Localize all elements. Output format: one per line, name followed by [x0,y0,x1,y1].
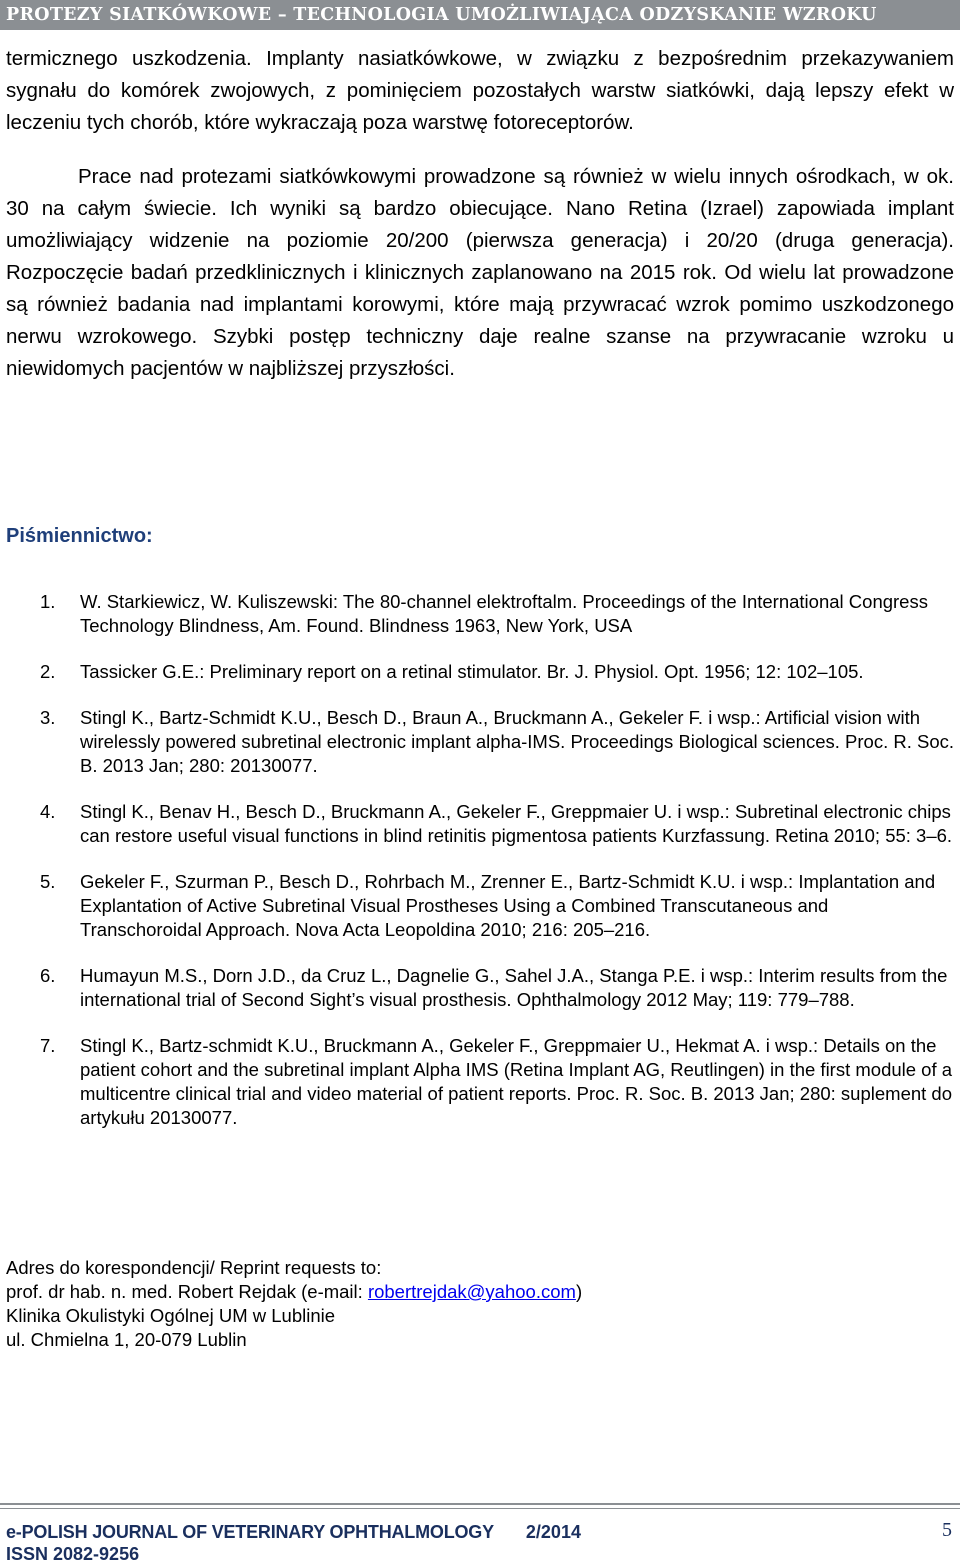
email-link[interactable]: robertrejdak@yahoo.com [367,1281,576,1302]
footer-divider [0,1503,960,1505]
reference-number: 2. [40,661,56,682]
reference-text: Stingl K., Bartz-schmidt K.U., Bruckmann A., Gekeler F., Greppmaier U., Hekmat A. i wsp.: Details on the patient cohort and the subretinal implant Alpha IMS (Retina Implant AG, Reutlingen) in the first module of a multicentre clinical trial and video material of patient reports. Proc. R. Soc. B. 2013 Jan; 280: suplement do artykułu 20130077. [80,1035,953,1128]
reference-item [6,590,954,638]
footer-divider-thin [0,1508,960,1509]
footer-issn: ISSN 2082-9256 [6,1544,140,1564]
reference-text: Stingl K., Benav H., Besch D., Bruckmann A., Gekeler F., Greppmaier U. i wsp.: Subretinal electronic chips can restore useful visual functions in blind retinitis pigmentosa patients Kurzfassung. Retina 2010; 55: 3–6. [80,801,953,846]
reference-text: Gekeler F., Szurman P., Besch D., Rohrbach M., Zrenner E., Bartz-Schmidt K.U. i wsp.: Implantation and Explantation of Active Subretinal Visual Prostheses Using a Combined Transcutaneous and Transchoroidal Approach. Nova Acta Leopoldina 2010; 216: 205–216. [80,871,936,940]
references-heading: Piśmiennictwo: [6,525,153,547]
reference-text: Stingl K., Bartz-Schmidt K.U., Besch D., Braun A., Bruckmann A., Gekeler F. i wsp.: Artificial vision with wirelessly powered subretinal electronic implant alpha-IMS. Proceedings Biological sciences. Proc. R. Soc. B. 2013 Jan; 280: 20130077. [80,707,955,776]
reference-number: 6. [40,965,56,986]
reference-number: 5. [40,871,56,892]
reference-text: Tassicker G.E.: Preliminary report on a retinal stimulator. Br. J. Physiol. Opt. 1956; 12: 102–105. [80,661,864,682]
running-header-title: PROTEZY SIATKÓWKOWE – TECHNOLOGIA UMOŻLIWIAJĄCA ODZYSKANIE WZROKU [6,5,877,25]
footer-journal-info [6,1521,581,1565]
reference-number: 7. [40,1035,56,1056]
page-number: 5 [942,1519,952,1541]
reference-item [6,870,954,942]
running-header [0,0,960,30]
reference-item [6,964,954,1012]
correspondence-institution: Klinika Okulistyki Ogólnej UM w Lublinie [6,1305,336,1326]
correspondence-name-prefix: prof. dr hab. n. med. Robert Rejdak (e-mail: [6,1281,368,1302]
correspondence-heading: Adres do korespondencji/ Reprint requests to: [6,1257,382,1278]
body-paragraph-2: Prace nad protezami siatkówkowymi prowadzone są również w wielu innych ośrodkach, w ok. 30 na całym świecie. Ich wyniki są bardzo obiecujące. Nano Retina (Izrael) zapowiada implant umożliwiający widzenie na poziomie 20/200 (pierwsza generacja) i 20/20 (druga generacja). Rozpoczęcie badań przedklinicznych i klinicznych zaplanowano na 2015 rok. Od wielu lat prowadzone są również badania nad implantami korowymi, które mają przywracać wzrok pomimo uszkodzonego nerwu wzrokowego. Szybki postęp techniczny daje realne szanse na przywracanie wzroku u niewidomych pacjentów w najbliższej przyszłości. [6,165,954,380]
reference-item [6,800,954,848]
reference-text: Humayun M.S., Dorn J.D., da Cruz L., Dagnelie G., Sahel J.A., Stanga P.E. i wsp.: Interim results from the international trial of Second Sight’s visual prosthesis. Ophthalmology 2012 May; 119: 779–788. [80,965,948,1010]
reference-text: W. Starkiewicz, W. Kuliszewski: The 80-channel elektroftalm. Proceedings of the International Congress Technology Blindness, Am. Found. Blindness 1963, New York, USA [80,591,928,636]
footer-issue: 2/2014 [525,1522,581,1542]
references-list [6,590,954,1152]
reference-item [6,660,954,684]
correspondence-name [6,1280,582,1304]
article-body [6,43,954,385]
reference-item [6,1034,954,1130]
reference-item [6,706,954,778]
correspondence-block [6,1256,582,1352]
reference-number: 3. [40,707,56,728]
correspondence-address: ul. Chmielna 1, 20-079 Lublin [6,1329,247,1350]
reference-number: 1. [40,591,56,612]
footer-journal-name: e-POLISH JOURNAL OF VETERINARY OPHTHALMOLOGY [6,1522,494,1542]
body-paragraph-1: termicznego uszkodzenia. Implanty nasiatkówkowe, w związku z bezpośrednim przekazywaniem sygnału do komórek zwojowych, z pominięciem pozostałych warstw siatkówki, dają lepszy efekt w leczeniu tych chorób, które wykraczają poza warstwę fotoreceptorów. [6,47,954,134]
reference-number: 4. [40,801,56,822]
correspondence-name-suffix: ) [575,1281,583,1302]
